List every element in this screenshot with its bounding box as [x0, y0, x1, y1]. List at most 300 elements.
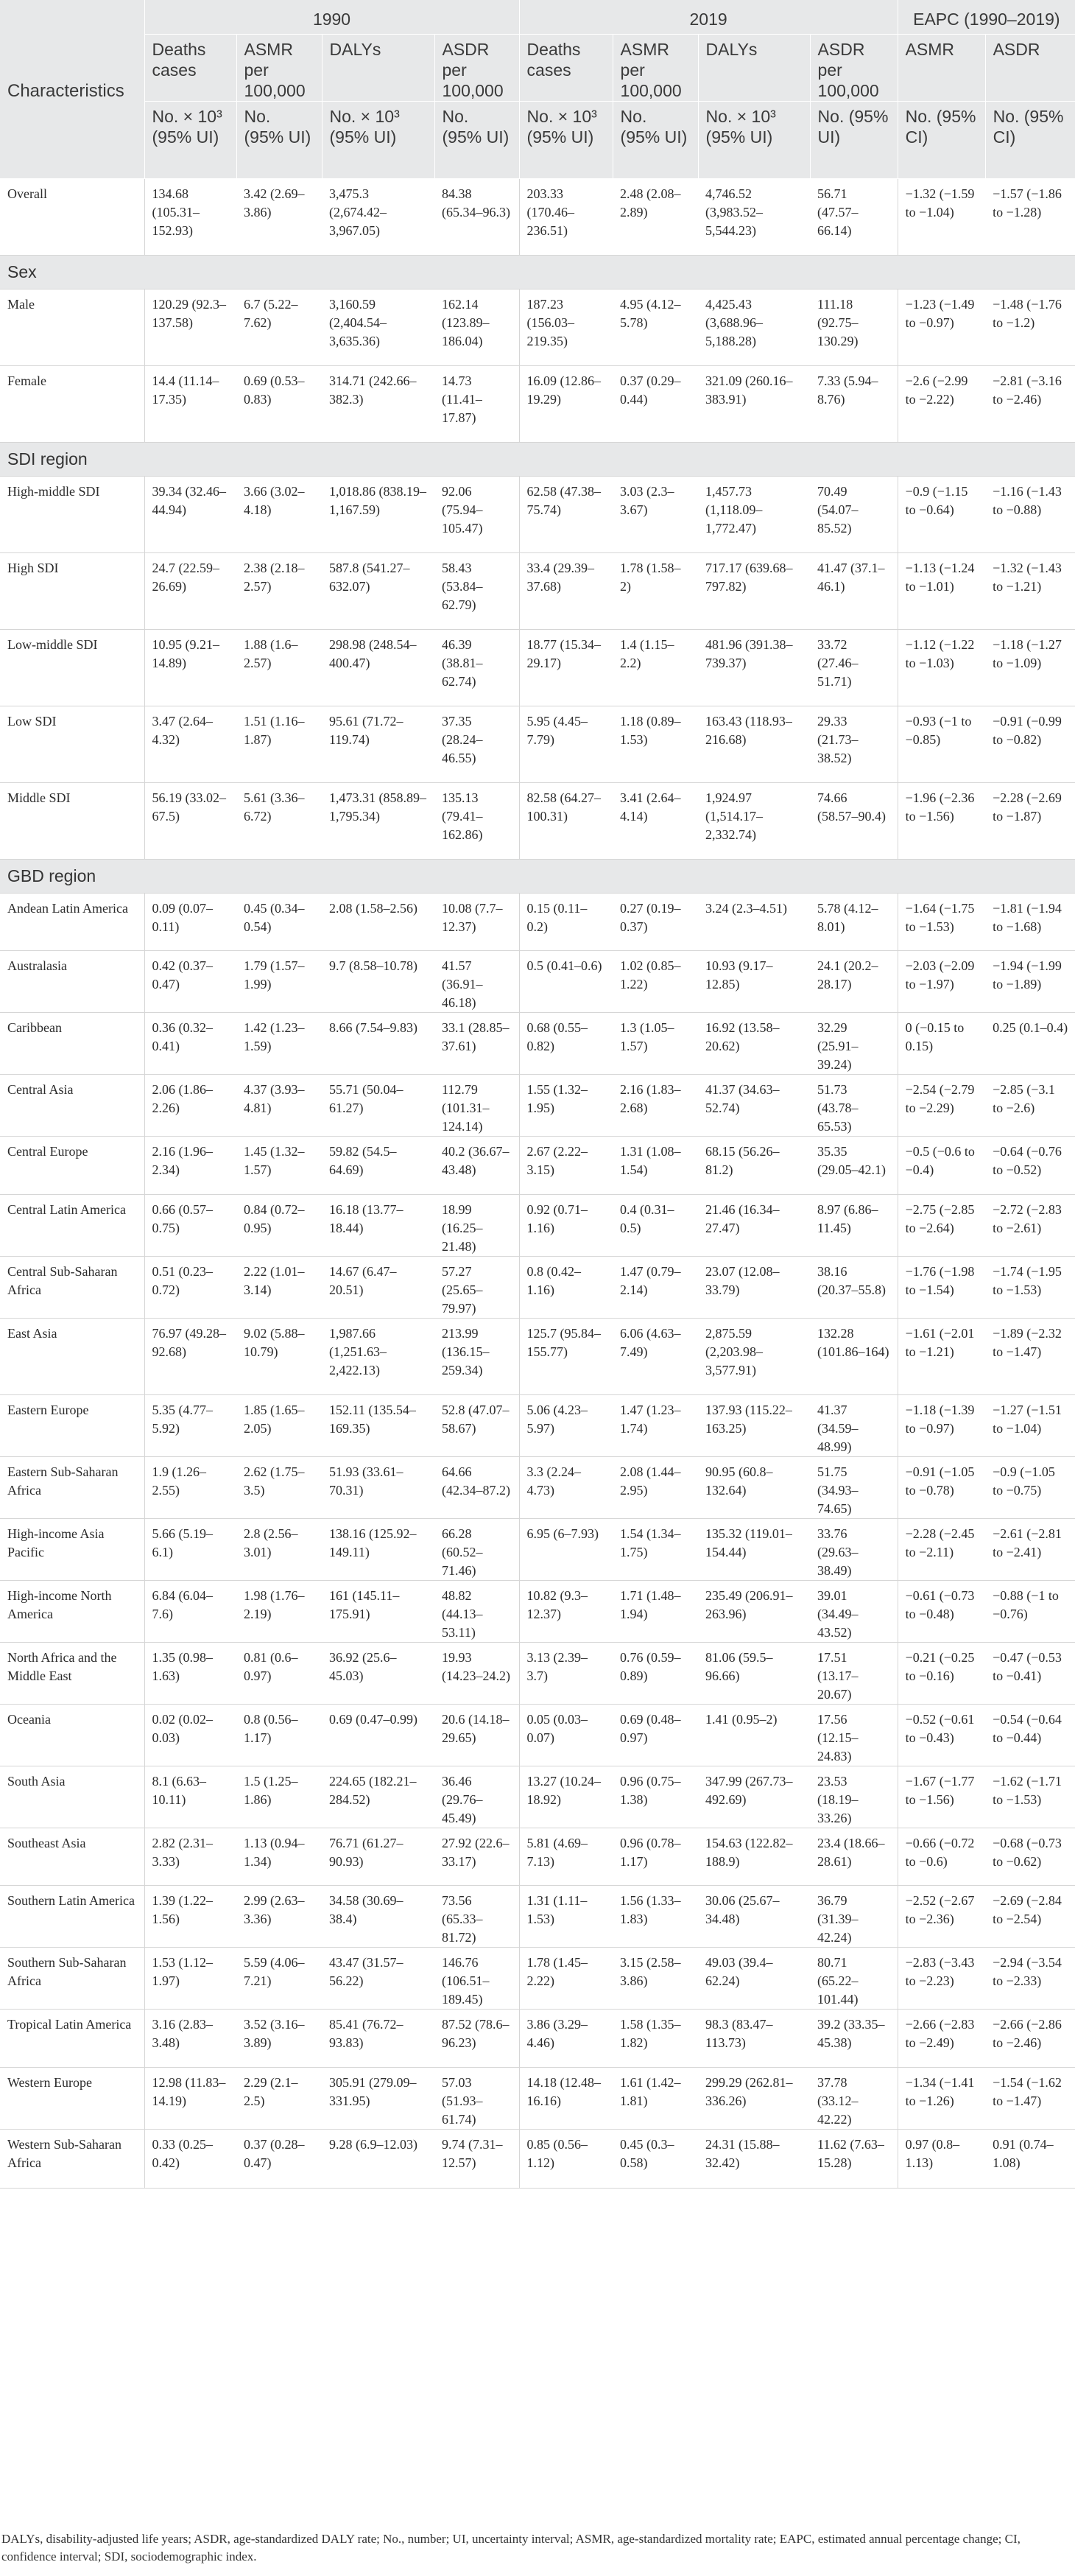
table-cell: −0.66 (−0.72 to −0.6) [898, 1828, 985, 1885]
table-cell: 0.15 (0.11–0.2) [519, 893, 613, 950]
table-cell: 23.4 (18.66–28.61) [810, 1828, 898, 1885]
table-cell: 299.29 (262.81–336.26) [698, 2067, 810, 2129]
section-row [0, 255, 1075, 289]
table-cell: 4.37 (3.93–4.81) [236, 1074, 322, 1136]
table-cell: 37.78 (33.12–42.22) [810, 2067, 898, 2129]
table-cell: 1.88 (1.6–2.57) [236, 629, 322, 706]
table-cell: −0.91 (−0.99 to −0.82) [985, 706, 1075, 782]
row-label: High-middle SDI [0, 476, 144, 552]
unit-header: No. (95% UI) [613, 101, 698, 178]
table-cell: 24.7 (22.59–26.69) [144, 552, 236, 629]
table-cell: 1.13 (0.94–1.34) [236, 1828, 322, 1885]
table-cell: −1.13 (−1.24 to −1.01) [898, 552, 985, 629]
table-cell: 1.85 (1.65–2.05) [236, 1394, 322, 1456]
table-cell: 1.3 (1.05–1.57) [613, 1012, 698, 1074]
table-cell: 39.01 (34.49–43.52) [810, 1580, 898, 1642]
table-row [0, 1194, 1075, 1256]
table-row [0, 1885, 1075, 1947]
table-cell: 6.7 (5.22–7.62) [236, 289, 322, 365]
table-cell: −2.81 (−3.16 to −2.46) [985, 365, 1075, 442]
table-cell: −2.66 (−2.83 to −2.49) [898, 2009, 985, 2067]
table-cell: 5.61 (3.36–6.72) [236, 782, 322, 859]
unit-header: No. × 10³ (95% UI) [144, 101, 236, 178]
table-cell: 135.13 (79.41–162.86) [434, 782, 519, 859]
unit-header: No. (95% CI) [985, 101, 1075, 178]
table-cell: 1,457.73 (1,118.09–1,772.47) [698, 476, 810, 552]
table-cell: 0.68 (0.55–0.82) [519, 1012, 613, 1074]
header-group-row [0, 0, 1075, 34]
table-cell: 23.53 (18.19–33.26) [810, 1766, 898, 1828]
table-cell: −1.81 (−1.94 to −1.68) [985, 893, 1075, 950]
row-label: Andean Latin America [0, 893, 144, 950]
table-cell: 0.33 (0.25–0.42) [144, 2129, 236, 2188]
section-row [0, 442, 1075, 476]
table-cell: 2.48 (2.08–2.89) [613, 178, 698, 255]
table-cell: 0.51 (0.23–0.72) [144, 1256, 236, 1318]
table-cell: 717.17 (639.68–797.82) [698, 552, 810, 629]
table-cell: 56.71 (47.57–66.14) [810, 178, 898, 255]
table-cell: 3.16 (2.83–3.48) [144, 2009, 236, 2067]
table-cell: 3.52 (3.16–3.89) [236, 2009, 322, 2067]
table-row [0, 1580, 1075, 1642]
table-cell: 18.77 (15.34–29.17) [519, 629, 613, 706]
table-cell: −0.52 (−0.61 to −0.43) [898, 1704, 985, 1766]
measure-header: ASMR [898, 34, 985, 101]
table-cell: 4,746.52 (3,983.52–5,544.23) [698, 178, 810, 255]
table-cell: 3.66 (3.02–4.18) [236, 476, 322, 552]
table-cell: 23.07 (12.08–33.79) [698, 1256, 810, 1318]
table-cell: 1.53 (1.12–1.97) [144, 1947, 236, 2009]
table-cell: −1.32 (−1.43 to −1.21) [985, 552, 1075, 629]
table-cell: 1.61 (1.42–1.81) [613, 2067, 698, 2129]
table-cell: 1,018.86 (838.19–1,167.59) [322, 476, 434, 552]
unit-header: No. (95% CI) [898, 101, 985, 178]
table-cell: 40.2 (36.67–43.48) [434, 1136, 519, 1194]
row-label: Eastern Sub-Saharan Africa [0, 1456, 144, 1518]
table-cell: 5.59 (4.06–7.21) [236, 1947, 322, 2009]
table-cell: −2.54 (−2.79 to −2.29) [898, 1074, 985, 1136]
table-cell: 98.3 (83.47–113.73) [698, 2009, 810, 2067]
row-label: South Asia [0, 1766, 144, 1828]
measure-header: ASDR per 100,000 [810, 34, 898, 101]
table-row [0, 1394, 1075, 1456]
table-cell: 1.79 (1.57–1.99) [236, 950, 322, 1012]
table-cell: 38.16 (20.37–55.8) [810, 1256, 898, 1318]
table-cell: 0.5 (0.41–0.6) [519, 950, 613, 1012]
row-label: Western Europe [0, 2067, 144, 2129]
row-label: Central Sub-Saharan Africa [0, 1256, 144, 1318]
table-cell: 1.18 (0.89–1.53) [613, 706, 698, 782]
table-row [0, 1456, 1075, 1518]
table-cell: −0.21 (−0.25 to −0.16) [898, 1642, 985, 1704]
table-cell: 57.27 (25.65–79.97) [434, 1256, 519, 1318]
table-cell: 1.5 (1.25–1.86) [236, 1766, 322, 1828]
table-cell: 134.68 (105.31–152.93) [144, 178, 236, 255]
table-cell: −2.61 (−2.81 to −2.41) [985, 1518, 1075, 1580]
table-cell: 3.86 (3.29–4.46) [519, 2009, 613, 2067]
table-cell: 162.14 (123.89–186.04) [434, 289, 519, 365]
table-cell: 1.78 (1.58–2) [613, 552, 698, 629]
table-row [0, 1256, 1075, 1318]
table-cell: 0.92 (0.71–1.16) [519, 1194, 613, 1256]
table-cell: 10.82 (9.3–12.37) [519, 1580, 613, 1642]
group-header-eapc: EAPC (1990–2019) [898, 0, 1075, 34]
table-cell: 2.29 (2.1–2.5) [236, 2067, 322, 2129]
table-cell: 8.97 (6.86–11.45) [810, 1194, 898, 1256]
table-cell: 3.13 (2.39–3.7) [519, 1642, 613, 1704]
table-cell: 321.09 (260.16–383.91) [698, 365, 810, 442]
table-cell: −2.85 (−3.1 to −2.6) [985, 1074, 1075, 1136]
table-cell: 2,875.59 (2,203.98–3,577.91) [698, 1318, 810, 1394]
table-cell: 0.25 (0.1–0.4) [985, 1012, 1075, 1074]
row-label: East Asia [0, 1318, 144, 1394]
measure-header: ASDR [985, 34, 1075, 101]
table-cell: −1.67 (−1.77 to −1.56) [898, 1766, 985, 1828]
table-cell: 3.41 (2.64–4.14) [613, 782, 698, 859]
table-cell: 305.91 (279.09–331.95) [322, 2067, 434, 2129]
table-cell: 154.63 (122.82–188.9) [698, 1828, 810, 1885]
header-unit-row [0, 101, 1075, 178]
table-cell: 161 (145.11–175.91) [322, 1580, 434, 1642]
table-cell: 3.47 (2.64–4.32) [144, 706, 236, 782]
table-cell: 10.08 (7.7–12.37) [434, 893, 519, 950]
table-cell: −0.9 (−1.15 to −0.64) [898, 476, 985, 552]
table-row [0, 476, 1075, 552]
table-row [0, 1518, 1075, 1580]
table-cell: −1.94 (−1.99 to −1.89) [985, 950, 1075, 1012]
table-cell: 73.56 (65.33–81.72) [434, 1885, 519, 1947]
table-cell: 32.29 (25.91–39.24) [810, 1012, 898, 1074]
table-cell: 1.41 (0.95–2) [698, 1704, 810, 1766]
table-cell: 10.93 (9.17–12.85) [698, 950, 810, 1012]
table-cell: 0.4 (0.31–0.5) [613, 1194, 698, 1256]
table-cell: 1.51 (1.16–1.87) [236, 706, 322, 782]
table-cell: 5.95 (4.45–7.79) [519, 706, 613, 782]
table-cell: 587.8 (541.27–632.07) [322, 552, 434, 629]
table-cell: 17.56 (12.15–24.83) [810, 1704, 898, 1766]
table-cell: 33.1 (28.85–37.61) [434, 1012, 519, 1074]
table-cell: 16.92 (13.58–20.62) [698, 1012, 810, 1074]
table-cell: 2.99 (2.63–3.36) [236, 1885, 322, 1947]
table-row [0, 1318, 1075, 1394]
table-cell: 1.45 (1.32–1.57) [236, 1136, 322, 1194]
table-cell: 0.69 (0.47–0.99) [322, 1704, 434, 1766]
table-cell: 81.06 (59.5–96.66) [698, 1642, 810, 1704]
table-cell: −1.96 (−2.36 to −1.56) [898, 782, 985, 859]
table-cell: 203.33 (170.46–236.51) [519, 178, 613, 255]
table-cell: 56.19 (33.02–67.5) [144, 782, 236, 859]
table-cell: 1.55 (1.32–1.95) [519, 1074, 613, 1136]
table-cell: 2.08 (1.58–2.56) [322, 893, 434, 950]
group-header-1990: 1990 [144, 0, 519, 34]
unit-header: No. × 10³ (95% UI) [698, 101, 810, 178]
table-cell: 55.71 (50.04–61.27) [322, 1074, 434, 1136]
table-cell: 146.76 (106.51–189.45) [434, 1947, 519, 2009]
table-cell: 5.78 (4.12–8.01) [810, 893, 898, 950]
table-cell: 85.41 (76.72–93.83) [322, 2009, 434, 2067]
table-cell: 0.76 (0.59–0.89) [613, 1642, 698, 1704]
section-header-gbd: GBD region [0, 859, 1075, 893]
table-cell: 14.4 (11.14–17.35) [144, 365, 236, 442]
table-cell: 347.99 (267.73–492.69) [698, 1766, 810, 1828]
measure-header: ASMR per 100,000 [236, 34, 322, 101]
table-cell: −2.83 (−3.43 to −2.23) [898, 1947, 985, 2009]
table-cell: 1,987.66 (1,251.63–2,422.13) [322, 1318, 434, 1394]
table-cell: 27.92 (22.6–33.17) [434, 1828, 519, 1885]
table-row [0, 1642, 1075, 1704]
table-cell: 1,924.97 (1,514.17–2,332.74) [698, 782, 810, 859]
table-row [0, 1947, 1075, 2009]
table-cell: 36.79 (31.39–42.24) [810, 1885, 898, 1947]
table-cell: 2.16 (1.96–2.34) [144, 1136, 236, 1194]
table-cell: −0.91 (−1.05 to −0.78) [898, 1456, 985, 1518]
row-label: Caribbean [0, 1012, 144, 1074]
table-cell: 70.49 (54.07–85.52) [810, 476, 898, 552]
table-cell: 11.62 (7.63–15.28) [810, 2129, 898, 2188]
table-cell: 2.06 (1.86–2.26) [144, 1074, 236, 1136]
table-cell: 21.46 (16.34–27.47) [698, 1194, 810, 1256]
measure-header: ASDR per 100,000 [434, 34, 519, 101]
table-cell: −1.62 (−1.71 to −1.53) [985, 1766, 1075, 1828]
row-label: Tropical Latin America [0, 2009, 144, 2067]
table-row [0, 950, 1075, 1012]
table-cell: −1.27 (−1.51 to −1.04) [985, 1394, 1075, 1456]
table-cell: 3.03 (2.3–3.67) [613, 476, 698, 552]
unit-header: No. × 10³ (95% UI) [519, 101, 613, 178]
row-label: Southern Sub-Saharan Africa [0, 1947, 144, 2009]
table-cell: 1,473.31 (858.89–1,795.34) [322, 782, 434, 859]
header-measure-row [0, 34, 1075, 101]
table-cell: −1.32 (−1.59 to −1.04) [898, 178, 985, 255]
table-cell: 0.45 (0.34–0.54) [236, 893, 322, 950]
row-label: High-income North America [0, 1580, 144, 1642]
table-cell: −1.18 (−1.39 to −0.97) [898, 1394, 985, 1456]
table-row [0, 1074, 1075, 1136]
table-row [0, 2067, 1075, 2129]
table-cell: 2.62 (1.75–3.5) [236, 1456, 322, 1518]
table-cell: 24.31 (15.88–32.42) [698, 2129, 810, 2188]
table-cell: 33.76 (29.63–38.49) [810, 1518, 898, 1580]
table-cell: 0.69 (0.48–0.97) [613, 1704, 698, 1766]
row-label: Low-middle SDI [0, 629, 144, 706]
table-cell: −1.61 (−2.01 to −1.21) [898, 1318, 985, 1394]
table-cell: 1.4 (1.15–2.2) [613, 629, 698, 706]
table-cell: 3.42 (2.69–3.86) [236, 178, 322, 255]
table-row [0, 2129, 1075, 2188]
row-label: North Africa and the Middle East [0, 1642, 144, 1704]
table-cell: −0.47 (−0.53 to −0.41) [985, 1642, 1075, 1704]
group-header-2019: 2019 [519, 0, 898, 34]
table-cell: 24.1 (20.2–28.17) [810, 950, 898, 1012]
table-cell: 0.81 (0.6–0.97) [236, 1642, 322, 1704]
table-row [0, 552, 1075, 629]
table-cell: 132.28 (101.86–164) [810, 1318, 898, 1394]
unit-header: No. (95% UI) [236, 101, 322, 178]
table-cell: 37.35 (28.24–46.55) [434, 706, 519, 782]
row-label: Overall [0, 178, 144, 255]
unit-header: No. × 10³ (95% UI) [322, 101, 434, 178]
table-cell: 5.66 (5.19–6.1) [144, 1518, 236, 1580]
table-cell: 20.6 (14.18–29.65) [434, 1704, 519, 1766]
table-cell: 5.35 (4.77–5.92) [144, 1394, 236, 1456]
table-cell: 39.34 (32.46–44.94) [144, 476, 236, 552]
table-cell: 0.36 (0.32–0.41) [144, 1012, 236, 1074]
table-cell: 3,475.3 (2,674.42–3,967.05) [322, 178, 434, 255]
table-cell: −2.75 (−2.85 to −2.64) [898, 1194, 985, 1256]
table-cell: 1.56 (1.33–1.83) [613, 1885, 698, 1947]
row-label: Western Sub-Saharan Africa [0, 2129, 144, 2188]
table-cell: −1.54 (−1.62 to −1.47) [985, 2067, 1075, 2129]
row-label: Central Asia [0, 1074, 144, 1136]
table-cell: −1.89 (−2.32 to −1.47) [985, 1318, 1075, 1394]
table-cell: −0.93 (−1 to −0.85) [898, 706, 985, 782]
table-cell: 0.37 (0.29–0.44) [613, 365, 698, 442]
table-row [0, 289, 1075, 365]
table-cell: 87.52 (78.6–96.23) [434, 2009, 519, 2067]
table-cell: 235.49 (206.91–263.96) [698, 1580, 810, 1642]
table-row [0, 365, 1075, 442]
table-cell: −0.5 (−0.6 to −0.4) [898, 1136, 985, 1194]
table-cell: 0.96 (0.75–1.38) [613, 1766, 698, 1828]
table-cell: 1.47 (0.79–2.14) [613, 1256, 698, 1318]
table-cell: 39.2 (33.35–45.38) [810, 2009, 898, 2067]
table-cell: −1.12 (−1.22 to −1.03) [898, 629, 985, 706]
table-cell: 36.46 (29.76–45.49) [434, 1766, 519, 1828]
table-cell: 0.66 (0.57–0.75) [144, 1194, 236, 1256]
table-cell: −0.68 (−0.73 to −0.62) [985, 1828, 1075, 1885]
table-cell: 0.02 (0.02–0.03) [144, 1704, 236, 1766]
table-cell: 51.73 (43.78–65.53) [810, 1074, 898, 1136]
table-cell: 0 (−0.15 to 0.15) [898, 1012, 985, 1074]
table-cell: −2.94 (−3.54 to −2.33) [985, 1947, 1075, 2009]
table-cell: 84.38 (65.34–96.3) [434, 178, 519, 255]
table-cell: 80.71 (65.22–101.44) [810, 1947, 898, 2009]
table-cell: 187.23 (156.03–219.35) [519, 289, 613, 365]
table-cell: 35.35 (29.05–42.1) [810, 1136, 898, 1194]
table-cell: −2.52 (−2.67 to −2.36) [898, 1885, 985, 1947]
table-cell: −0.88 (−1 to −0.76) [985, 1580, 1075, 1642]
table-cell: −1.64 (−1.75 to −1.53) [898, 893, 985, 950]
table-cell: 9.02 (5.88–10.79) [236, 1318, 322, 1394]
table-row [0, 1828, 1075, 1885]
table-cell: 46.39 (38.81–62.74) [434, 629, 519, 706]
table-cell: 14.18 (12.48–16.16) [519, 2067, 613, 2129]
table-cell: 51.75 (34.93–74.65) [810, 1456, 898, 1518]
table-cell: 2.38 (2.18–2.57) [236, 552, 322, 629]
table-cell: 163.43 (118.93–216.68) [698, 706, 810, 782]
table-row [0, 1704, 1075, 1766]
table-cell: 1.39 (1.22–1.56) [144, 1885, 236, 1947]
row-label: Middle SDI [0, 782, 144, 859]
table-footnote: DALYs, disability-adjusted life years; ASDR, age-standardized DALY rate; No., number; UI, uncertainty interval; ASMR, age-standardized mortality rate; EAPC, estimated annual percentage change; CI, confidence interval; SDI, sociodemographic index. [1, 2532, 1021, 2563]
table-row [0, 1012, 1075, 1074]
table-cell: −1.18 (−1.27 to −1.09) [985, 629, 1075, 706]
table-cell: 1.98 (1.76–2.19) [236, 1580, 322, 1642]
table-cell: −1.76 (−1.98 to −1.54) [898, 1256, 985, 1318]
table-cell: 298.98 (248.54–400.47) [322, 629, 434, 706]
table-cell: 13.27 (10.24–18.92) [519, 1766, 613, 1828]
table-cell: 481.96 (391.38–739.37) [698, 629, 810, 706]
table-cell: 30.06 (25.67–34.48) [698, 1885, 810, 1947]
table-cell: 2.8 (2.56–3.01) [236, 1518, 322, 1580]
table-cell: 3.3 (2.24–4.73) [519, 1456, 613, 1518]
table-cell: −1.57 (−1.86 to −1.28) [985, 178, 1075, 255]
table-cell: 58.43 (53.84–62.79) [434, 552, 519, 629]
row-label: Female [0, 365, 144, 442]
table-cell: 3,160.59 (2,404.54–3,635.36) [322, 289, 434, 365]
row-label: Southern Latin America [0, 1885, 144, 1947]
table-cell: 49.03 (39.4–62.24) [698, 1947, 810, 2009]
row-label: High SDI [0, 552, 144, 629]
table-cell: 1.58 (1.35–1.82) [613, 2009, 698, 2067]
table-row [0, 1136, 1075, 1194]
table-cell: 2.22 (1.01–3.14) [236, 1256, 322, 1318]
table-cell: 18.99 (16.25–21.48) [434, 1194, 519, 1256]
table-cell: −1.48 (−1.76 to −1.2) [985, 289, 1075, 365]
table-cell: 34.58 (30.69–38.4) [322, 1885, 434, 1947]
table-cell: 10.95 (9.21–14.89) [144, 629, 236, 706]
measure-header: DALYs [698, 34, 810, 101]
table-cell: 74.66 (58.57–90.4) [810, 782, 898, 859]
table-cell: 0.8 (0.56–1.17) [236, 1704, 322, 1766]
table-cell: 0.85 (0.56–1.12) [519, 2129, 613, 2188]
table-cell: 17.51 (13.17–20.67) [810, 1642, 898, 1704]
table-cell: −1.74 (−1.95 to −1.53) [985, 1256, 1075, 1318]
row-label: Southeast Asia [0, 1828, 144, 1885]
table-cell: 120.29 (92.3–137.58) [144, 289, 236, 365]
table-cell: −2.28 (−2.69 to −1.87) [985, 782, 1075, 859]
table-row [0, 1766, 1075, 1828]
section-header-sdi: SDI region [0, 442, 1075, 476]
unit-header: No. (95% UI) [434, 101, 519, 178]
table-cell: 3.24 (2.3–4.51) [698, 893, 810, 950]
table-cell: 0.27 (0.19–0.37) [613, 893, 698, 950]
table-cell: 64.66 (42.34–87.2) [434, 1456, 519, 1518]
table-cell: 1.31 (1.08–1.54) [613, 1136, 698, 1194]
table-cell: 82.58 (64.27–100.31) [519, 782, 613, 859]
table-row [0, 2009, 1075, 2067]
table-cell: 1.47 (1.23–1.74) [613, 1394, 698, 1456]
table-cell: 14.73 (11.41–17.87) [434, 365, 519, 442]
table-cell: 36.92 (25.6–45.03) [322, 1642, 434, 1704]
table-cell: 1.78 (1.45–2.22) [519, 1947, 613, 2009]
table-cell: 2.08 (1.44–2.95) [613, 1456, 698, 1518]
table-cell: 12.98 (11.83–14.19) [144, 2067, 236, 2129]
table-cell: 59.82 (54.5–64.69) [322, 1136, 434, 1194]
table-cell: 52.8 (47.07–58.67) [434, 1394, 519, 1456]
table-cell: 16.09 (12.86–19.29) [519, 365, 613, 442]
table-cell: 125.7 (95.84–155.77) [519, 1318, 613, 1394]
table-cell: 152.11 (135.54–169.35) [322, 1394, 434, 1456]
table-cell: 213.99 (136.15–259.34) [434, 1318, 519, 1394]
table-cell: 68.15 (56.26–81.2) [698, 1136, 810, 1194]
table-cell: 6.84 (6.04–7.6) [144, 1580, 236, 1642]
table-cell: 138.16 (125.92–149.11) [322, 1518, 434, 1580]
section-row [0, 859, 1075, 893]
measure-header: Deaths cases [144, 34, 236, 101]
table-cell: 0.96 (0.78–1.17) [613, 1828, 698, 1885]
table-cell: 1.54 (1.34–1.75) [613, 1518, 698, 1580]
table-row [0, 178, 1075, 255]
table-cell: 0.8 (0.42–1.16) [519, 1256, 613, 1318]
table-cell: 19.93 (14.23–24.2) [434, 1642, 519, 1704]
unit-header: No. (95% UI) [810, 101, 898, 178]
row-label: Male [0, 289, 144, 365]
table-cell: 62.58 (47.38–75.74) [519, 476, 613, 552]
table-cell: 224.65 (182.21–284.52) [322, 1766, 434, 1828]
table-cell: 6.95 (6–7.93) [519, 1518, 613, 1580]
table-cell: 0.97 (0.8–1.13) [898, 2129, 985, 2188]
